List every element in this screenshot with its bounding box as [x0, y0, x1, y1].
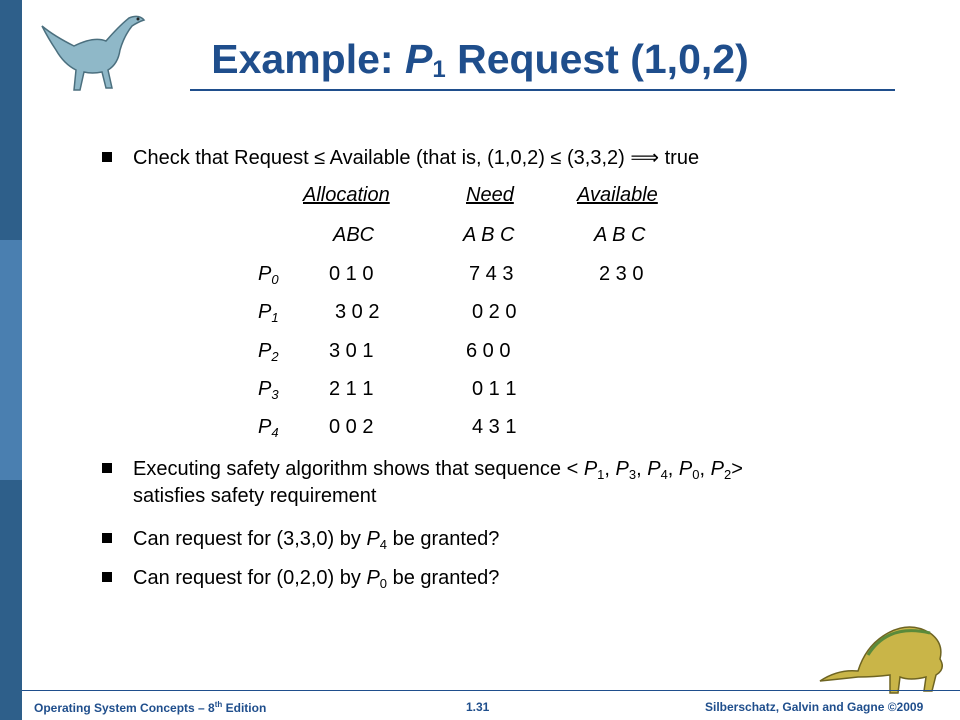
footer-rule: [22, 690, 960, 691]
row-allocation: 0 0 2: [329, 416, 374, 438]
process-sub: 0: [271, 272, 279, 287]
row-need: 0 2 0: [472, 301, 517, 323]
row-process: [258, 416, 279, 440]
header-need: Need: [466, 184, 514, 206]
row-process: [258, 301, 279, 325]
bullet-text-continued: satisfies safety requirement: [133, 485, 377, 507]
process-sub: 2: [271, 349, 279, 364]
subheader-available: A B C: [594, 224, 646, 246]
process-letter: P: [258, 301, 272, 323]
row-need: 0 1 1: [472, 378, 517, 400]
row-need: 4 3 1: [472, 416, 517, 438]
bullet-text-pre: Can request for (3,3,0) by: [133, 528, 367, 550]
bullet-text: [133, 566, 499, 596]
title-underline: [190, 89, 895, 91]
header-available: Available: [577, 184, 658, 206]
process-letter: P: [258, 416, 272, 438]
process-sub: 4: [271, 425, 279, 440]
title-process: P: [404, 36, 433, 82]
row-process: [258, 340, 279, 364]
sidebar-segment: [0, 480, 22, 720]
seq-process: P: [647, 458, 661, 480]
process-sub: 3: [271, 387, 279, 402]
bullet-square-icon: [102, 533, 112, 543]
bullet-text: [133, 527, 499, 557]
title-suffix: Request (1,0,2): [445, 36, 749, 82]
seq-process-sub: 0: [692, 467, 700, 482]
footer-page-number: 1.31: [466, 700, 490, 714]
sequence-intro: Executing safety algorithm shows that sequence <: [133, 458, 584, 480]
seq-process-sub: 1: [597, 467, 605, 482]
slide-title: [0, 36, 960, 84]
process-letter: P: [258, 263, 272, 285]
row-process: [258, 263, 279, 287]
footer-right: Silberschatz, Galvin and Gagne ©2009: [705, 700, 924, 714]
row-need: 7 4 3: [469, 263, 514, 285]
row-available: 2 3 0: [599, 263, 644, 285]
row-allocation: 3 0 2: [335, 301, 380, 323]
sidebar-segment: [0, 240, 22, 480]
bullet-text: Executing safety algorithm shows that sequence < $P_1$, $P_3$, $P_4$, $P_0$, $P_2>$: [133, 458, 743, 482]
row-allocation: 3 0 1: [329, 340, 374, 362]
process-letter: P: [258, 340, 272, 362]
bullet-text-pre: Can request for (0,2,0) by: [133, 567, 367, 589]
subheader-allocation: ABC: [333, 224, 375, 246]
seq-process: P: [583, 458, 598, 480]
bullet-text-post: be granted?: [387, 567, 500, 589]
seq-process: P: [615, 458, 629, 480]
seq-process-sub: 2: [723, 467, 732, 482]
process-sub: 0: [379, 576, 388, 591]
sidebar-stripe: [0, 0, 22, 720]
process-letter: P: [258, 378, 272, 400]
row-need: 6 0 0: [466, 340, 511, 362]
dinosaur-icon: [818, 615, 958, 695]
process-sub: 1: [271, 310, 279, 325]
bullet-text: Check that Request ≤ Available (that is, (1,0,2) ≤ (3,3,2) ⟹ true: [133, 147, 700, 169]
bullet-text-post: be granted?: [387, 528, 500, 550]
title-prefix: Example:: [211, 36, 405, 82]
bullet-square-icon: [102, 152, 112, 162]
row-allocation: 0 1 0: [329, 263, 374, 285]
subheader-need: A B C: [463, 224, 515, 246]
process-letter: P: [366, 528, 380, 550]
seq-process-sub: 3: [628, 467, 637, 482]
bullet-square-icon: [102, 463, 112, 473]
row-allocation: 2 1 1: [329, 378, 374, 400]
title-process-sub: 1: [432, 56, 446, 83]
process-letter: P: [366, 567, 380, 589]
row-process: [258, 378, 279, 402]
seq-process-sub: 4: [660, 467, 668, 482]
bullet-square-icon: [102, 572, 112, 582]
process-sub: 4: [379, 537, 388, 552]
footer-left: [34, 700, 266, 715]
footer-edition-sup: th: [214, 700, 223, 709]
seq-process: P: [678, 458, 693, 480]
header-allocation: Allocation: [303, 184, 390, 206]
seq-process: P: [710, 458, 724, 480]
footer-edition: Edition: [222, 701, 267, 715]
footer-course: Operating System Concepts – 8: [34, 701, 215, 715]
